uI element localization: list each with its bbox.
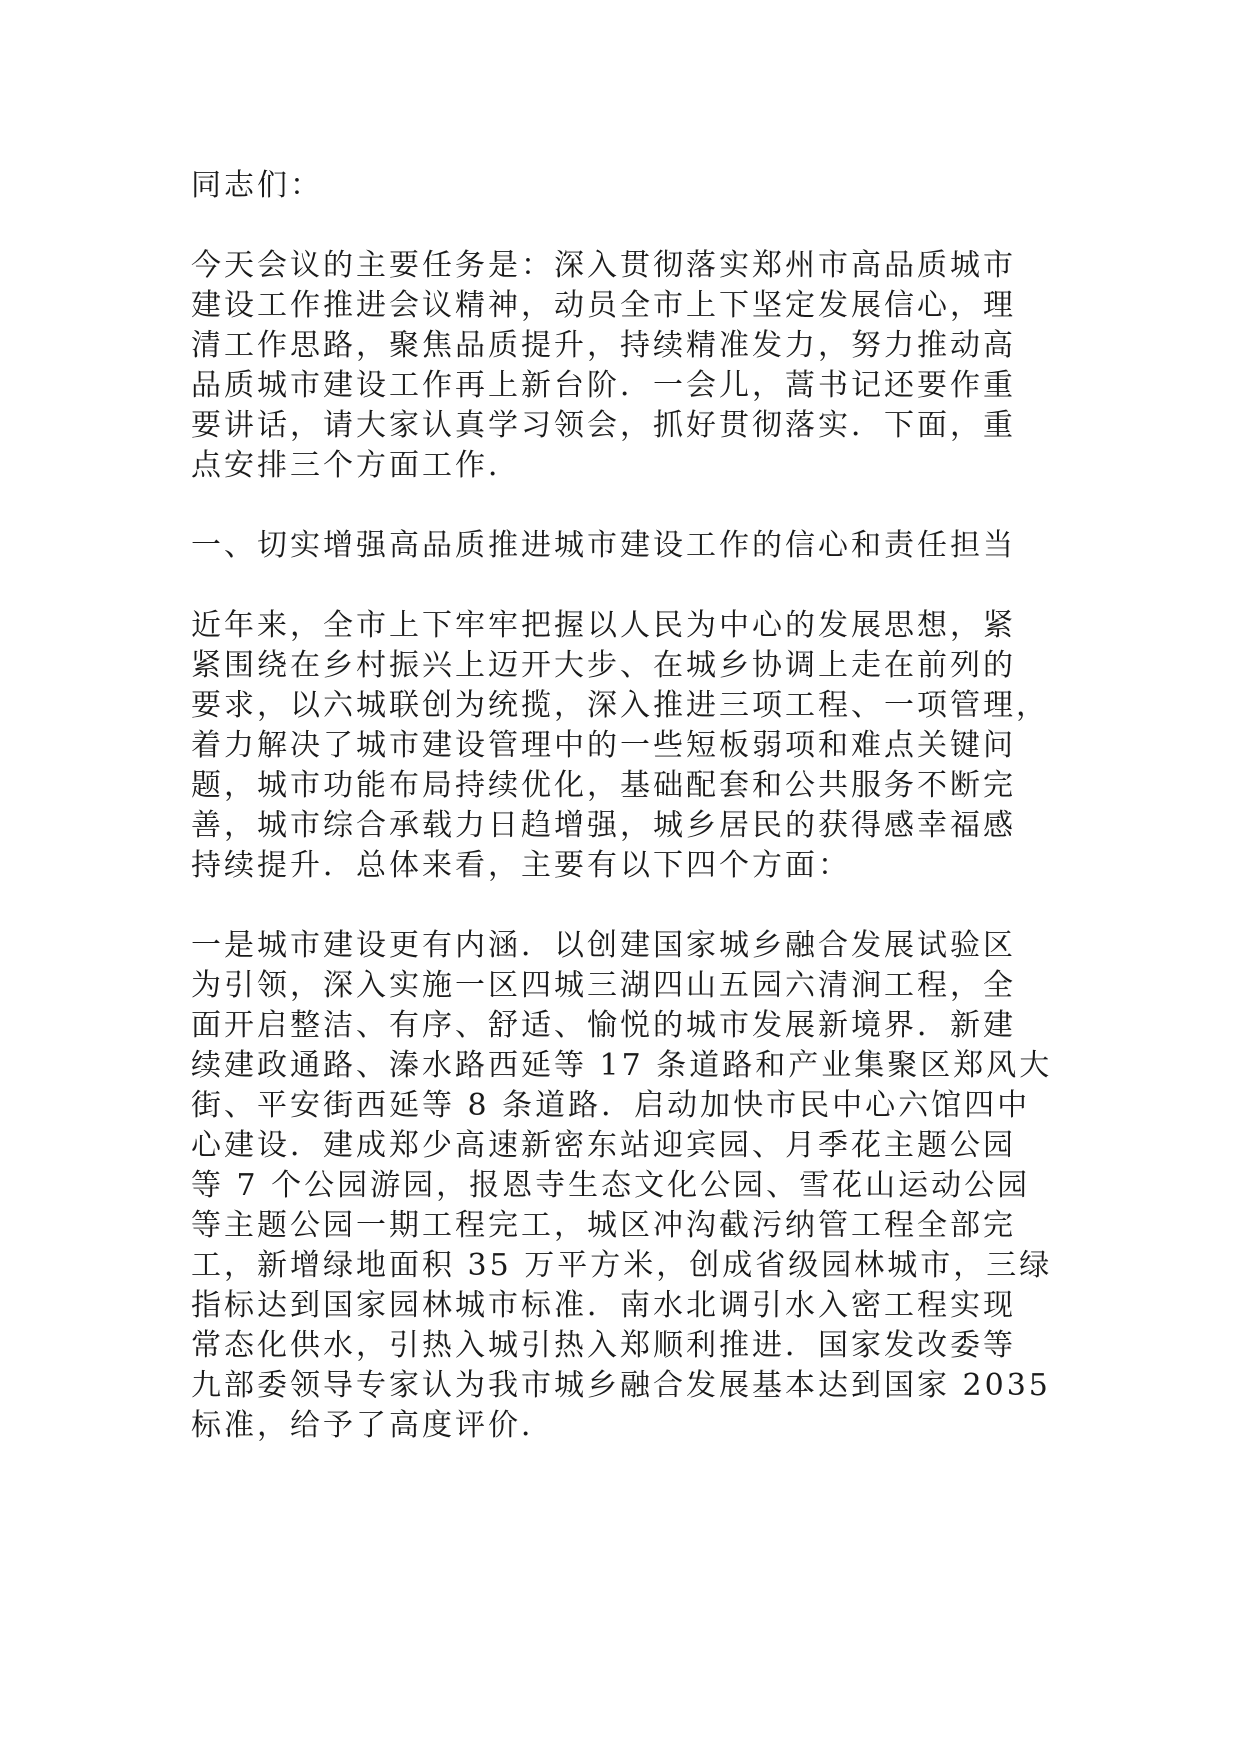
text-line: 常态化供水，引热入城引热入郑顺利推进．国家发改委等 <box>191 1328 1016 1363</box>
text-line: 今天会议的主要任务是：深入贯彻落实郑州市高品质城市 <box>191 248 1016 283</box>
text-line: 面开启整洁、有序、舒适、愉悦的城市发展新境界．新建 <box>191 1008 1016 1043</box>
text-line: 心建设．建成郑少高速新密东站迎宾园、月季花主题公园 <box>191 1128 1016 1163</box>
text-line: 一是城市建设更有内涵．以创建国家城乡融合发展试验区 <box>191 928 1016 963</box>
text-line: 工，新增绿地面积 35 万平方米，创成省级园林城市，三绿 <box>191 1248 1053 1283</box>
text-line: 点安排三个方面工作． <box>191 448 521 483</box>
text-line: 指标达到国家园林城市标准．南水北调引水入密工程实现 <box>191 1288 1016 1323</box>
text-line: 紧围绕在乡村振兴上迈开大步、在城乡协调上走在前列的 <box>191 648 1016 683</box>
text-line: 为引领，深入实施一区四城三湖四山五园六清涧工程，全 <box>191 968 1016 1003</box>
text-line: 题，城市功能布局持续优化，基础配套和公共服务不断完 <box>191 768 1016 803</box>
text-line: 持续提升．总体来看，主要有以下四个方面： <box>191 848 851 883</box>
text-line: 清工作思路，聚焦品质提升，持续精准发力，努力推动高 <box>191 328 1016 363</box>
paragraph-gap <box>191 206 1036 246</box>
text-line: 街、平安街西延等 8 条道路．启动加快市民中心六馆四中 <box>191 1088 1031 1123</box>
text-line: 近年来，全市上下牢牢把握以人民为中心的发展思想，紧 <box>191 608 1016 643</box>
text-line: 等主题公园一期工程完工，城区冲沟截污纳管工程全部完 <box>191 1208 1016 1243</box>
text-line: 要求，以六城联创为统揽，深入推进三项工程、一项管理， <box>191 688 1049 723</box>
section1-paragraph <box>191 606 1049 886</box>
point1-paragraph <box>191 926 1053 1446</box>
text-line: 着力解决了城市建设管理中的一些短板弱项和难点关键问 <box>191 728 1016 763</box>
text-line: 九部委领导专家认为我市城乡融合发展基本达到国家 2035 <box>191 1368 1051 1403</box>
section-heading: 一、切实增强高品质推进城市建设工作的信心和责任担当 <box>191 528 1016 563</box>
text-line: 建设工作推进会议精神，动员全市上下坚定发展信心，理 <box>191 288 1016 323</box>
text-line: 善，城市综合承载力日趋增强，城乡居民的获得感幸福感 <box>191 808 1016 843</box>
intro-paragraph <box>191 246 1036 486</box>
text-line: 等 7 个公园游园，报恩寺生态文化公园、雪花山运动公园 <box>191 1168 1031 1203</box>
salutation: 同志们： <box>191 168 323 203</box>
paragraph-gap <box>191 886 1036 926</box>
document-body <box>191 166 1053 1446</box>
paragraph-gap <box>191 566 1036 606</box>
text-line: 要讲话，请大家认真学习领会，抓好贯彻落实．下面，重 <box>191 408 1016 443</box>
text-line: 品质城市建设工作再上新台阶．一会儿，蒿书记还要作重 <box>191 368 1016 403</box>
text-line: 续建政通路、溱水路西延等 17 条道路和产业集聚区郑风大 <box>191 1048 1053 1083</box>
paragraph-gap <box>191 486 1036 526</box>
text-line: 标准，给予了高度评价． <box>191 1408 554 1443</box>
